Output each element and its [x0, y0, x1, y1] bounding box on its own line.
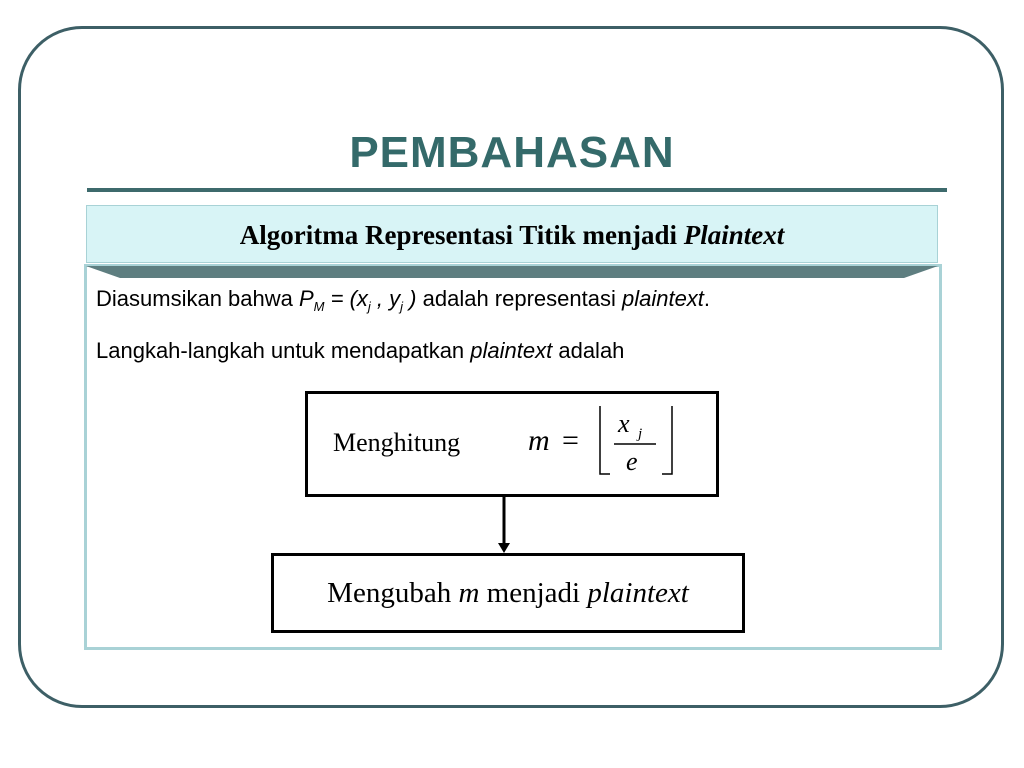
formula-numerator: x: [618, 409, 630, 438]
floor-formula: [520, 402, 685, 482]
steps-intro-line: Langkah-langkah untuk mendapatkan plaintext adalah: [96, 338, 625, 363]
title-underline: [87, 188, 947, 192]
step2-box: Mengubah m menjadi plaintext: [271, 553, 745, 633]
content-bevel: [86, 266, 938, 280]
flow-arrow: [495, 497, 515, 555]
formula-denominator: e: [626, 447, 638, 476]
assumption-line: Diasumsikan bahwa $P_M = (x_j$ , $y_j$ ) adalah representasi plaintext.: [96, 286, 711, 314]
formula-numerator-sub: j: [638, 426, 643, 442]
step1-label: Menghitung: [333, 428, 461, 457]
slide-title: PEMBAHASAN: [349, 128, 675, 177]
point-p: $P_M = (x_j$ , $y_j$ ): [298, 286, 417, 314]
formula-equals: =: [562, 424, 579, 457]
section-header: [86, 205, 938, 263]
section-header-text: Algoritma Representasi Titik menjadi: [239, 220, 684, 250]
section-header-italic: Plaintext: [683, 220, 785, 250]
formula-lhs: m: [528, 424, 550, 457]
